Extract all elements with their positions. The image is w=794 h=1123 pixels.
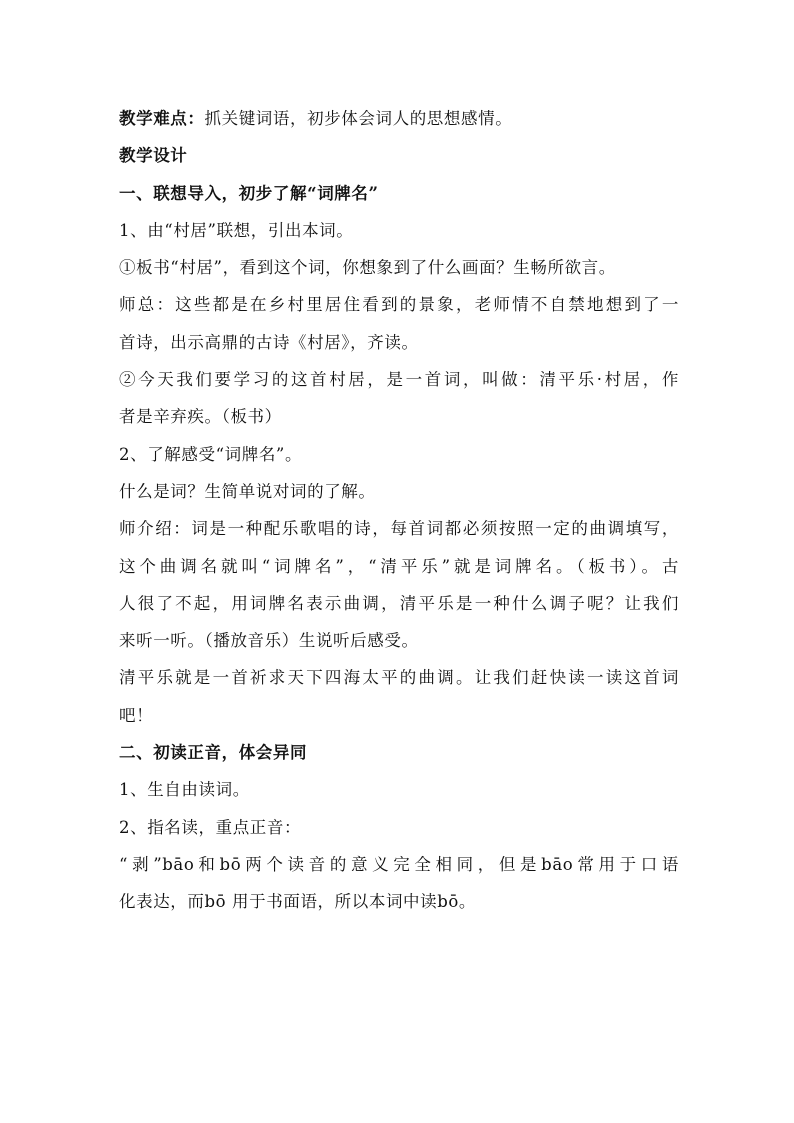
paragraph-line: 首诗，出示高鼎的古诗《村居》，齐读。 [119, 332, 419, 352]
paragraph-line: 清平乐就是一首祈求天下四海太平的曲调。让我们赶快读一读这首词 [119, 668, 679, 688]
paragraph-line: “剥”bāo和bō两个读音的意义完全相同，但是bāo常用于口语 [119, 854, 679, 874]
teaching-difficulty-label: 教学难点： [119, 109, 205, 128]
paragraph-line: 人很了不起，用词牌名表示曲调，清平乐是一种什么调子呢？让我们 [119, 593, 679, 613]
paragraph-line: 来听一听。（播放音乐）生说听后感受。 [119, 631, 419, 651]
document-page [119, 100, 679, 921]
paragraph-line: 2、了解感受“词牌名”。 [119, 444, 303, 464]
paragraph-line: 者是辛弃疾。（板书） [119, 407, 282, 427]
section-heading-part-one: 一、联想导入，初步了解“词牌名” [119, 183, 379, 203]
teaching-difficulty-text: 抓关键词语，初步体会词人的思想感情。 [204, 109, 513, 128]
teaching-difficulty-line [119, 100, 679, 137]
paragraph-line: 师介绍：词是一种配乐歌唱的诗，每首词都必须按照一定的曲调填写， [119, 519, 679, 539]
paragraph-line: 师总：这些都是在乡村里居住看到的景象，老师情不自禁地想到了一 [119, 295, 679, 315]
section-heading-teaching-design: 教学设计 [119, 146, 188, 166]
section-heading-part-two: 二、初读正音，体会异同 [119, 743, 308, 763]
paragraph-line: ②今天我们要学习的这首村居，是一首词，叫做：清平乐·村居，作 [119, 370, 679, 390]
paragraph-line: 2、指名读，重点正音： [119, 817, 302, 837]
paragraph-line: ①板书“村居”，看到这个词，你想象到了什么画面？生畅所欲言。 [119, 258, 616, 278]
paragraph-line: 1、由“村居”联想，引出本词。 [119, 220, 354, 240]
paragraph-line: 化表达，而bō 用于书面语，所以本词中读bō。 [119, 892, 477, 912]
paragraph-line: 什么是词？生简单说对词的了解。 [119, 481, 376, 501]
paragraph-line: 1、生自由读词。 [119, 780, 250, 800]
paragraph-line: 这个曲调名就叫“词牌名”，“清平乐”就是词牌名。（板书）。古 [119, 556, 679, 576]
paragraph-line: 吧！ [119, 705, 154, 725]
